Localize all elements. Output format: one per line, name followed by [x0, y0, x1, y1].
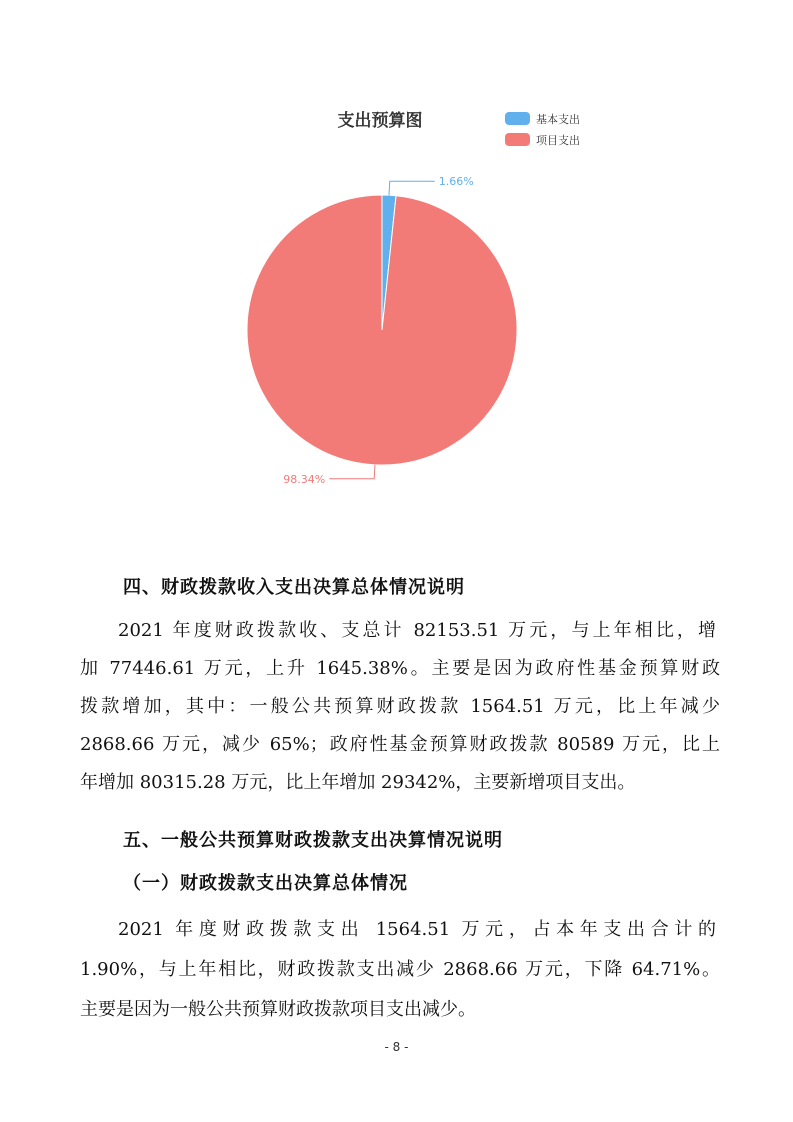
paragraph-line: 拨款增加，其中：一般公共预算财政拨款 1564.51 万元，比上年减少	[80, 696, 720, 717]
legend-label-basic: 基本支出	[536, 112, 580, 126]
section-heading-4: 四、财政拨款收入支出决算总体情况说明	[123, 577, 465, 598]
pie-data-label-1: 98.34%	[283, 472, 326, 486]
chart-title: 支出预算图	[337, 111, 423, 131]
pie-leader-line-0	[389, 181, 435, 195]
sub-heading-1: （一）财政拨款支出决算总体情况	[123, 873, 408, 894]
paragraph-line: 1.90%，与上年相比，财政拨款支出减少 2868.66 万元，下降 64.71%。	[80, 959, 720, 980]
pie-leader-line-1	[329, 465, 375, 479]
legend-label-project: 项目支出	[536, 133, 580, 147]
section-heading-5: 五、一般公共预算财政拨款支出决算情况说明	[123, 830, 503, 851]
paragraph-line: 加 77446.61 万元，上升 1645.38%。主要是因为政府性基金预算财政	[80, 658, 720, 679]
pie-data-label-0: 1.66%	[438, 175, 474, 189]
page-number: - 8 -	[384, 1040, 409, 1054]
pie-slice-1[interactable]	[247, 195, 517, 465]
paragraph-line: 2021 年度财政拨款收、支总计 82153.51 万元，与上年相比，增	[118, 620, 716, 641]
paragraph-line: 年增加 80315.28 万元，比上年增加 29342%，主要新增项目支出。	[80, 772, 636, 793]
paragraph-line: 2021 年度财政拨款支出 1564.51 万元，占本年支出合计的	[118, 919, 716, 940]
paragraph-line: 2868.66 万元，减少 65%；政府性基金预算财政拨款 80589 万元，比上	[80, 734, 720, 755]
pie-chart	[0, 0, 793, 520]
paragraph-line: 主要是因为一般公共预算财政拨款项目支出减少。	[80, 999, 476, 1020]
